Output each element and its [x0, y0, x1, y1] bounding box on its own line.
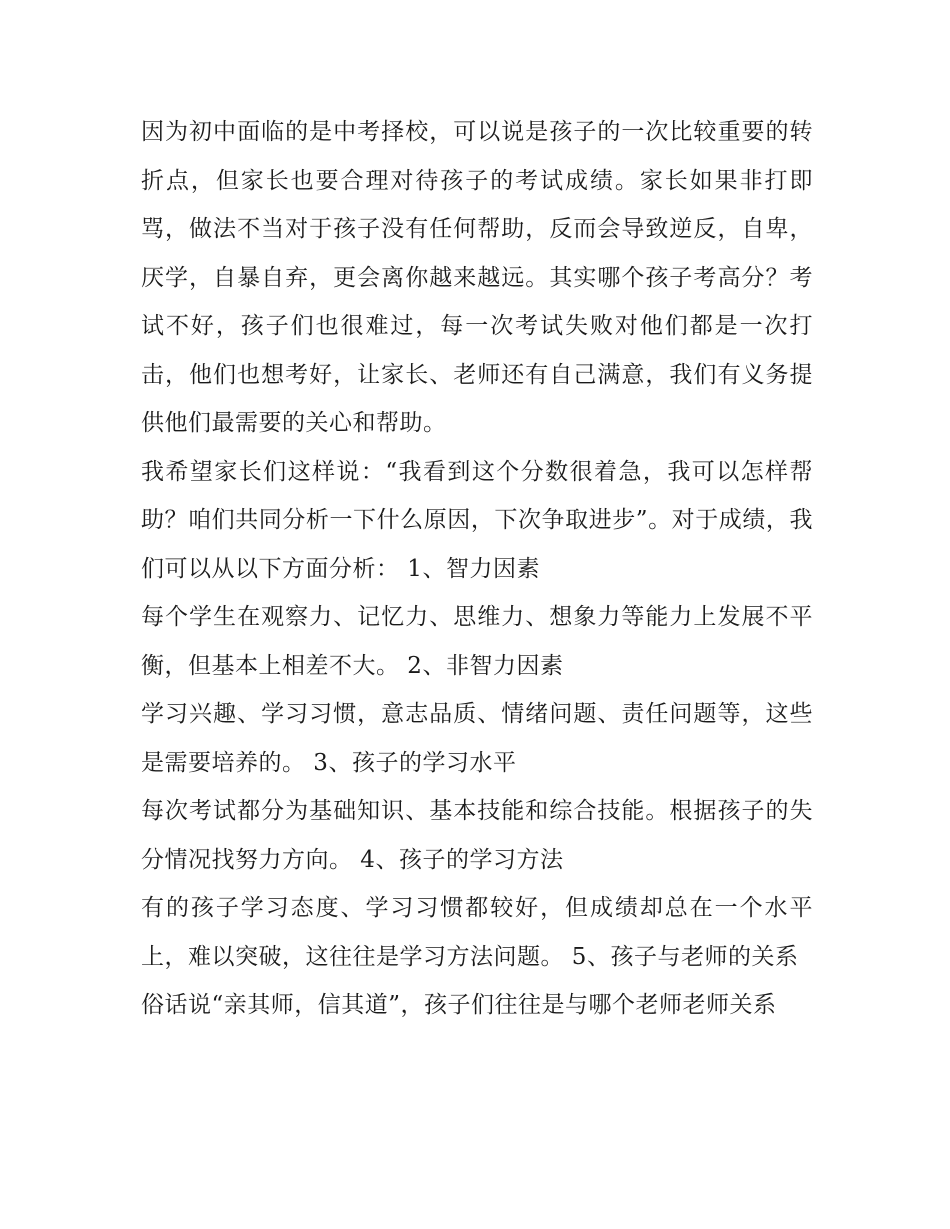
paragraph-6: 有的孩子学习态度、学习习惯都较好，但成绩却总在一个水平上，难以突破，这往往是学习方法问题。 5、孩子与老师的关系 — [141, 895, 813, 970]
paragraph-5: 每次考试都分为基础知识、基本技能和综合技能。根据孩子的失分情况找努力方向。 4、孩子的学习方法 — [141, 798, 813, 873]
paragraph-7: 俗话说“亲其师，信其道”，孩子们往往是与哪个老师老师关系 — [141, 992, 777, 1018]
paragraph-1: 因为初中面临的是中考择校，可以说是孩子的一次比较重要的转折点，但家长也要合理对待孩子的考试成绩。家长如果非打即骂，做法不当对于孩子没有任何帮助，反而会导致逆反，自卑，厌学，自暴自弃，更会离你越来越远。其实哪个孩子考高分？考试不好，孩子们也很难过，每一次考试失败对他们都是一次打击，他们也想考好，让家长、老师还有自己满意，我们有义务提供他们最需要的关心和帮助。 — [141, 119, 813, 436]
document-body — [141, 108, 813, 1030]
paragraph-4: 学习兴趣、学习习惯，意志品质、情绪问题、责任问题等，这些是需要培养的。 3、孩子的学习水平 — [141, 701, 813, 776]
paragraph-3: 每个学生在观察力、记忆力、思维力、想象力等能力上发展不平衡，但基本上相差不大。 2、非智力因素 — [141, 604, 813, 679]
paragraph-2: 我希望家长们这样说：“我看到这个分数很着急，我可以怎样帮助？咱们共同分析一下什么原因，下次争取进步”。对于成绩，我们可以从以下方面分析： 1、智力因素 — [141, 458, 813, 582]
